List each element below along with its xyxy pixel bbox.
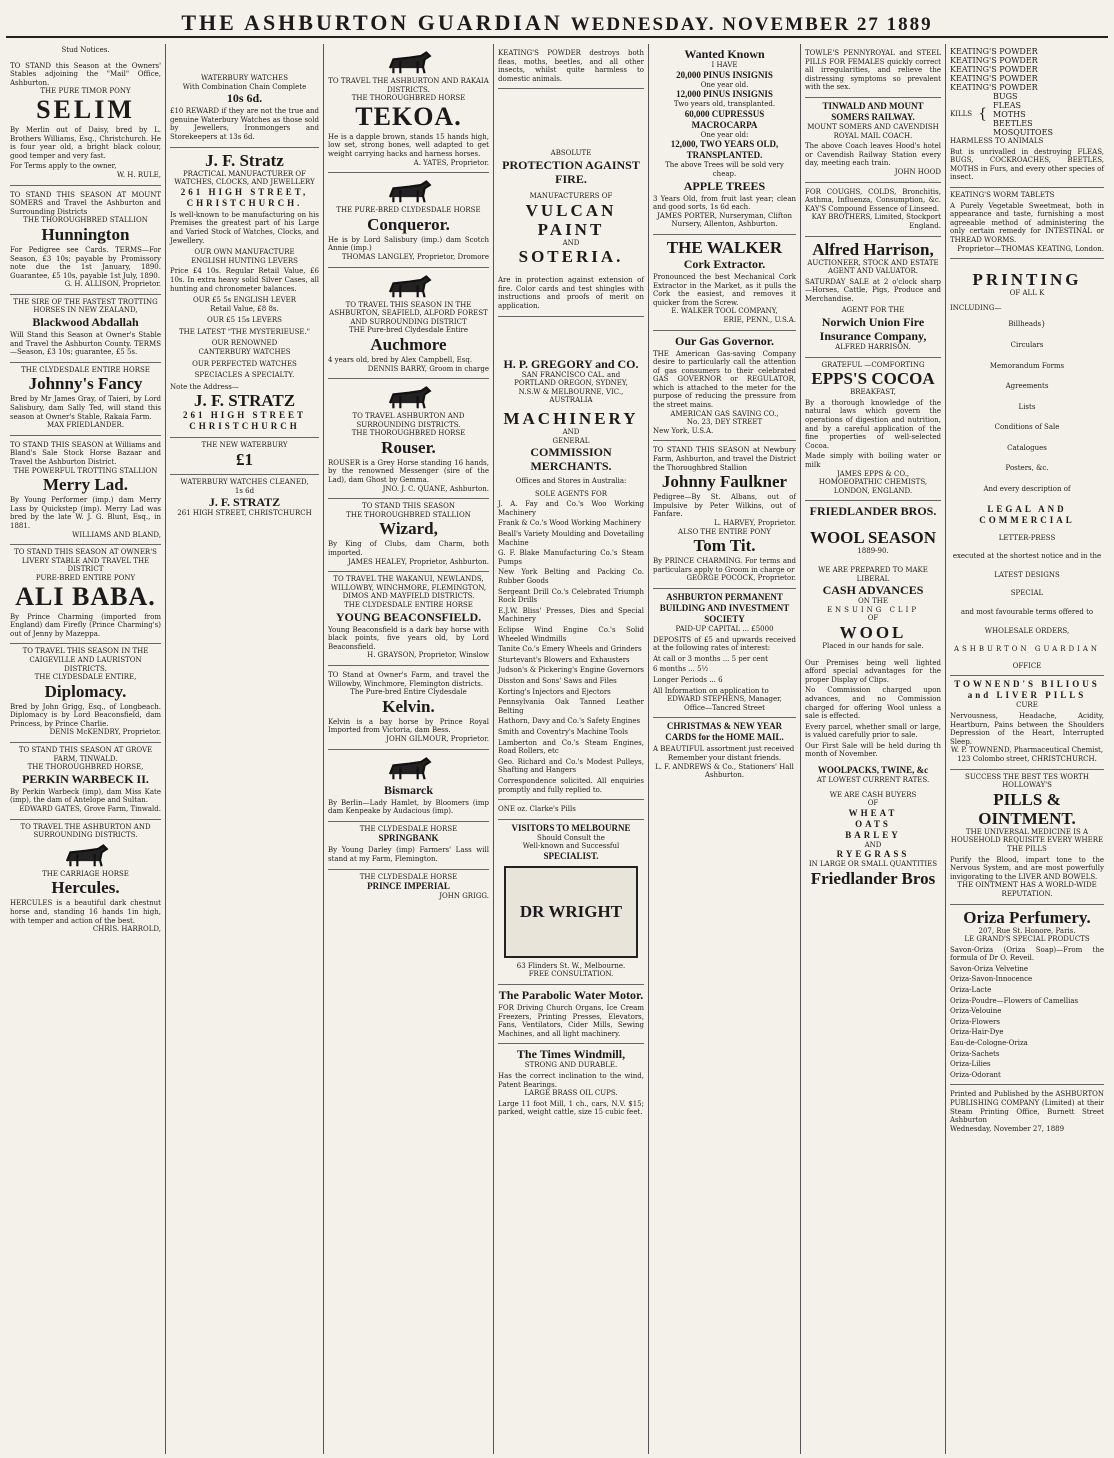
horse-illustration [328, 49, 489, 75]
ad-epps-cocoa: GRATEFUL —COMFORTING EPPS'S COCOA BREAKFAST, By a thorough knowledge of the natural laws which govern the operations of digestion and nutrition, and by a careful application of the fine properties of well-selected Cocoa. Made simply with boiling water or milk JAMES EPPS & CO., HOMOEOPATHIC CHEMISTS, LONDON, ENGLAND. [805, 358, 941, 502]
ad-johnnys-fancy: THE CLYDESDALE ENTIRE HORSE Johnny's Fancy Bred by Mr James Gray, of Taieri, by Lord Salisbury, dam Sally Ted, will stand this season at Owner's Stable, Rakaia Farm. MAX FRIEDLANDER. [10, 363, 161, 436]
imprint: Printed and Published by the ASHBURTON PUBLISHING COMPANY (Limited) at their Steam Printing Office, Burnett Street Ashburton Wednesday, November 27, 1889 [950, 1090, 1105, 1133]
ad-alfred-harrison: Alfred Harrison, AUCTIONEER, STOCK AND ESTATE AGENT AND VALUATOR. SATURDAY SALE at 2 o'clock sharp —Horses, Cattle, Pigs, Produce and Merchandise. AGENT FOR THE Norwich Union Fire Insurance Company, ALFRED HARRISON. [805, 237, 941, 358]
ad-keatings: KEATING'S POWDER destroys both fleas, moths, beetles, and all other insects, whilst quite harmless to domestic animals. [498, 44, 644, 89]
ad-selim: TO STAND this Season at the Owners' Stables adjoining the "Mail" Office, Ashburton. THE PURE TIMOR PONY SELIM By Merlin out of Daisy, bred by L. Brothers Williams, Esq., Christchurch. He is four year old, a bright black colour, good temper and very fast. For Terms apply to the owner, W. H. RULE, [10, 57, 161, 186]
stud-notices-heading: Stud Notices. [61, 46, 110, 54]
ad-gregory: H. P. GREGORY and CO. SAN FRANCISCO CAL. and PORTLAND OREGON, SYDNEY, N.S.W & MELBOURNE, VIC., AUSTRALIA MACHINERY AND GENERAL COMMISSION MERCHANTS. Offices and Stores in Australia: SOLE AGENTS FOR J. A. Fay and Co.'s Woo Working Machinery Frank & Co.'s Wood Working Machinery Beall's Variety Moulding and Dovetailing Machine G. F. Blake Manufacturing Co.'s Steam Pumps New York Belting and Packing Co. Rubber Goods Sergeant Drill Co.'s Celebrated Triumph Rock Drills E.J.W. Bliss' Presses, Dies and Special Machinery Eclipse Wind Engine Co.'s Solid Wheeled Windmills Tanite Co.'s Emery Wheels and Grinders Sturtevant's Blowers and Exhausters Judson's & Pickering's Engine Governors Disston and Sons' Saws and Files Korting's Injectors and Ejectors Pennsylvania Oak Tanned Leather Belting Hathorn, Davy and Co.'s Safety Engines Smith and Coventry's Machine Tools Lamberton and Co.'s Steam Engines, Road Rollers, etc Geo. Richard and Co.'s Modest Pulleys, Shafting and Hangers Correspondence solicited. All enquiries promptly and fully replied to. [498, 317, 644, 801]
ad-trees: Wanted Known I HAVE 20,000 PINUS INSIGNIS One year old. 12,000 PINUS INSIGNIS Two years old, transplanted. 60,000 CUPRESSUS MACROCARPA One year old: 12,000, TWO YEARS OLD, TRANSPLANTED. The above Trees will be sold very cheap. APPLE TREES 3 Years Old, from fruit last year; clean and good sorts, 1s 6d each. JAMES PORTER, Nurseryman, Clifton Nursery, Allenton, Ashburton. [653, 44, 796, 235]
ad-building-society: ASHBURTON PERMANENT BUILDING AND INVESTMENT SOCIETY PAID-UP CAPITAL ... £5000 DEPOSITS of £5 and upwards received at the following rates of interest: At call or 3 months ... 5 per cent 6 months ... 5½ Longer Periods ... 6 All Information on application to EDWARD STEPHENS, Manager, Office—Tancred Street [653, 589, 796, 718]
column-3 [324, 44, 494, 1454]
ad-hercules: TO TRAVEL THE ASHBURTON AND SURROUNDING DISTRICTS. THE CARRIAGE HORSE Hercules. HERCULES is a beautiful dark chestnut horse and, standing 16 hands 1in high, with temper and action of the best. CHRIS. HARROLD, [10, 822, 161, 934]
column-5 [649, 44, 801, 1454]
ad-diplomacy: TO TRAVEL THIS SEASON IN THE CAIGEVILLE AND LAURISTON DISTRICTS. THE CLYDESDALE ENTIRE, Diplomacy. Bred by John Grigg, Esq., of Longbeach. Diplomacy is by Lord Beaconsfield, dam Princess, by Prince Charlie. DENIS McKENDRY, Proprietor. [10, 644, 161, 743]
ad-new-waterbury: THE NEW WATERBURY £1 [170, 438, 319, 475]
ad-auchmore: TO TRAVEL THIS SEASON IN THE ASHBURTON, SEAFIELD, ALFORD FOREST AND SURROUNDING DISTRICT THE Pure-bred Clydesdale Entire Auchmore 4 years old, bred by Alex Campbell, Esq. DENNIS BARRY, Groom in charge [328, 268, 489, 380]
ad-oriza: Oriza Perfumery. 207, Rue St. Honore, Paris. LE GRAND'S SPECIAL PRODUCTS Savon-Oriza (Oriza Soap)—From the formula of Dr O. Reveil. Savon-Oriza Velvetine Oriza-Savon-Innocence Oriza-Lacte Oriza-Poudre—Flowers of Camellias Oriza-Velouine Oriza-Flowers Oriza-Hair-Dye Eau-de-Cologne-Oriza Oriza-Sachets Oriza-Lilies Oriza-Odorant [950, 905, 1104, 1086]
ad-printing: PRINTING OF ALL K INCLUDING— Billheads} Circulars Memorandum Forms Agreements Lists Conditions of Sale Catalogues Posters, &c. And every description of LEGAL AND COMMERCIAL LETTER-PRESS executed at the shortest notice and in the LATEST DESIGNS SPECIAL and most favourable terms offered to WHOLESALE ORDERS, ASHBURTON GUARDIAN OFFICE [950, 259, 1104, 676]
masthead-title: THE ASHBURTON GUARDIAN [181, 10, 563, 35]
ad-times-windmill: The Times Windmill, STRONG AND DURABLE. Has the correct inclination to the wind, Patent Bearings. LARGE BRASS OIL CUPS. Large 11 foot Mill, 1 ch., cars, N.V. $15; parked, weight cattle, size 15 cubic feet. [498, 1047, 644, 1117]
ad-tekoa: TO TRAVEL THE ASHBURTON AND RAKAIA DISTRICTS. THE THOROUGHBRED HORSE TEKOA. He is a dapple brown, stands 15 hands high, low set, strong bones, well adapted to get weight carrying hacks and harness horses. A. YATES, Proprietor. [328, 44, 489, 173]
ad-ali-baba: TO STAND THIS SEASON AT OWNER'S LIVERY STABLE AND TRAVEL THE DISTRICT PURE-BRED ENTIRE PONY ALI BABA. By Prince Charming (imported from England) dam Firefly (Prince Charming's) out of Jenny by Mazeppa. [10, 545, 161, 644]
ad-prince-imperial: THE CLYDESDALE HORSE PRINCE IMPERIAL JOHN GRIGG. [359, 872, 489, 901]
horse-illustration [328, 178, 489, 204]
ad-waterbury: WATERBURY WATCHES With Combination Chain Complete 10s 6d. £10 REWARD if they are not the true and genuine Waterbury Watches as those sold by Jewellers, Ironmongers and Storekeepers at 13s 6d. [170, 44, 319, 148]
ad-stratz: J. F. Stratz PRACTICAL MANUFACTURER OF WATCHES, CLOCKS, AND JEWELLERY 261 HIGH STREET, CHRISTCHURCH. Is well-known to be manufacturing on his Premises the greatest part of his Large and Varied Stock of Watches, Clocks, and Jewellery. OUR OWN MANUFACTURE ENGLISH HUNTING LEVERS Price £4 10s. Regular Retail Value, £6 10s. In extra heavy solid Silver Cases, all hunting and chronometer balances. OUR £5 5s ENGLISH LEVER Retail Value, £8 8s. OUR £5 15s LEVERS THE LATEST "THE MYSTERIEUSE." OUR RENOWNED CANTERBURY WATCHES OUR PERFECTED WATCHES SPECIACLES A SPECIALTY. Note the Address— J. F. STRATZ 261 HIGH STREET CHRISTCHURCH [170, 148, 319, 439]
ad-holloway: SUCCESS THE BEST TES WORTH HOLLOWAY'S PILLS & OINTMENT. THE UNIVERSAL MEDICINE IS A HOUSEHOLD REQUISITE EVERY WHERE THE PILLS Purify the Blood, impart tone to the Nervous System, and are most powerfully invigorating to the LIVER AND BOWELS. THE OINTMENT HAS A WORLD-WIDE REPUTATION. [950, 770, 1104, 905]
ad-friedlander: FRIEDLANDER BROS. WOOL SEASON 1889-90. WE ARE PREPARED TO MAKE LIBERAL CASH ADVANCES ON THE ENSUING CLIP OF WOOL Placed in our hands for sale. Our Premises being well lighted afford special advantages for the proper Display of Clips. No Commission charged upon advances, and no Commission charged for offering Wool unless a sale is effected. Every parcel, whether small or large, is valued carefully prior to sale. Our First Sale will be held during th month of November. WOOLPACKS, TWINE, &c AT LOWEST CURRENT RATES. WE ARE CASH BUYERS OF WHEAT OATS BARLEY AND RYEGRASS IN LARGE OR SMALL QUANTITIES Friedlander Bros [805, 504, 941, 889]
horse-illustration [328, 273, 489, 299]
masthead [6, 4, 1108, 38]
horse-illustration [328, 384, 489, 410]
column-4 [494, 44, 649, 1454]
column-7 [946, 44, 1108, 1454]
ad-kays: FOR COUGHS, COLDS, Bronchitis, Asthma, Influenza, Consumption, &c. KAY'S Compound Essence of Linseed. KAY BROTHERS, Limited, Stockport England. [805, 183, 941, 237]
ad-towle: TOWLE'S PENNYROYAL and STEEL PILLS FOR FEMALES quickly correct all irregularities, and relieve the distressing symptoms so prevalent with the sex. [805, 44, 941, 98]
ad-perkin-warbeck: TO STAND THIS SEASON AT GROVE FARM, TINWALD. THE THOROUGHBRED HORSE, PERKIN WARBECK II. By Perkin Warbeck (imp), dam Miss Kate (imp), the dam of Antelope and Sultan. EDWARD GATES, Grove Farm, Tinwald. [10, 743, 161, 820]
ad-gas-governor: Our Gas Governor. THE American Gas-saving Company desire to particularly call the attention of gas consumers to their celebrated GAS GOVERNOR or REGULATOR, which is attached to the meter for the purpose of reducing the pressure from the street mains. AMERICAN GAS SAVING CO., No. 23, DEY STREET New York, U.S.A. [653, 331, 796, 442]
ad-keatings-powder: KEATING'S POWDER KEATING'S POWDER KEATING'S POWDER KEATING'S POWDER KEATING'S POWDER KILLS { BUGS FLEAS MOTHS BEETLES MOSQUITOES HARMLESS TO ANIMALS But is unrivalled in destroying FLEAS, BUGS, COCKROACHES, BEETLES, MOTHS in Furs, and every other species of insect. [950, 44, 1104, 188]
ad-blackwood: THE SIRE OF THE FASTEST TROTTING HORSES IN NEW ZEALAND, Blackwood Abdallah Will Stand this Season at Owner's Stable and Travel the Ashburton County. TERMS—Season, £3 10s; guarantee, £5 5s. [10, 295, 161, 363]
ad-cleaning: WATERBURY WATCHES CLEANED, 1s 6d J. F. STRATZ 261 HIGH STREET, CHRISTCHURCH [177, 478, 312, 518]
ad-christmas-cards: CHRISTMAS & NEW YEAR CARDS for the HOME MAIL. A BEAUTIFUL assortment just received Remember your distant friends. L. F. ANDREWS & Co., Stationers' Hall Ashburton. [653, 721, 795, 780]
column-2 [166, 44, 324, 1454]
ad-merry-lad: TO STAND THIS SEASON at Williams and Bland's Sale Stock Horse Bazaar and Travel the Ashburton District. THE POWERFUL TROTTING STALLION Merry Lad. By Young Performer (imp.) dam Merry Lass by Quickstep (imp). Merry Lad was bred by the late W. J. G. Blunt, Esq., in 1881. WILLIAMS AND BLAND, [10, 436, 161, 545]
newspaper-page [6, 4, 1108, 1454]
selim-name: SELIM [36, 94, 135, 124]
ad-kelvin: TO Stand at Owner's Farm, and travel the Willowby, Winchmore, Flemington districts. The Pure-bred Entire Clydesdale Kelvin. Kelvin is a bay horse by Prince Royal Imported from Victoria, dam Bess. JOHN GILMOUR, Proprietor. [328, 666, 489, 750]
ad-johnny-faulkner: TO STAND THIS SEASON at Newbury Farm, Ashburton, and travel the District the Thoroughbred Stallion Johnny Faulkner Pedigree—By St. Albans, out of Impulsive by Peter Wilkins, out of Fanfare. L. HARVEY, Proprietor. ALSO THE ENTIRE PONY Tom Tit. By PRINCE CHARMING. For terms and particulars apply to Groom in charge or GEORGE POCOCK, Proprietor. [653, 441, 796, 589]
ad-townend: TOWNEND'S BILIOUS and LIVER PILLS CURE Nervousness, Headache, Acidity, Heartburn, Pains between the Shoulders Depression of the Heart, Interrupted Sleep. W. P. TOWNEND, Pharmaceutical Chemist, 123 Colombo street, CHRISTCHURCH. [950, 676, 1104, 769]
ad-parabolic: The Parabolic Water Motor. FOR Driving Church Organs, Ice Cream Freezers, Printing Presses, Elevators, Fans, Ventilators, Cider Mills, Sewing Machines, and all light machinery. [498, 985, 644, 1044]
column-6 [801, 44, 946, 1454]
agent-list: J. A. Fay and Co.'s Woo Working Machinery Frank & Co.'s Wood Working Machinery Beall's Variety Moulding and Dovetailing Machine G. F. Blake Manufacturing Co.'s Steam Pumps New York Belting and Packing Co. Rubber Goods Sergeant Drill Co.'s Celebrated Triumph Rock Drills E.J.W. Bliss' Presses, Dies and Special Machinery Eclipse Wind Engine Co.'s Solid Wheeled Windmills Tanite Co.'s Emery Wheels and Grinders Sturtevant's Blowers and Exhausters Judson's & Pickering's Engine Governors Disston and Sons' Saws and Files Korting's Injectors and Ejectors Pennsylvania Oak Tanned Leather Belting Hathorn, Davy and Co.'s Safety Engines Smith and Coventry's Machine Tools Lamberton and Co.'s Steam Engines, Road Rollers, etc Geo. Richard and Co.'s Modest Pulleys, Shafting and Hangers [498, 500, 645, 775]
ad-specialist: VISITORS TO MELBOURNE Should Consult the Well-known and Successful SPECIALIST. DR WRIGHT 63 Flinders St. W., Melbourne. FREE CONSULTATION. [498, 820, 644, 985]
ad-coach: TINWALD AND MOUNT SOMERS RAILWAY. MOUNT SOMERS AND CAVENDISH ROYAL MAIL COACH. The above Coach leaves Hood's hotel or Cavendish Railway Station every day, meeting each train. JOHN HOOD [805, 98, 941, 183]
keatings-stack: KEATING'S POWDER KEATING'S POWDER KEATING'S POWDER KEATING'S POWDER KEATING'S POWDER [950, 47, 1038, 92]
ad-worm-tablets: KEATING'S WORM TABLETS A Purely Vegetable Sweetmeat, both in appearance and taste, furnishing a most agreeable method of administering the only certain remedy for INTESTINAL or THREAD WORMS. Proprietor—THOMAS KEATING, London. [950, 188, 1104, 259]
horse-illustration [10, 842, 161, 868]
ad-young-beaconsfield: TO TRAVEL THE WAKANUI, NEWLANDS, WILLOWBY, WINCHMORE, FLEMINGTON, DIMOS AND MAYFIELD DISTRICTS. THE CLYDESDALE ENTIRE HORSE YOUNG BEACONSFIELD. Young Beaconsfield is a dark bay horse with black points, five years old, by Lord Beaconsfield. H. GRAYSON, Proprietor, Winslow [328, 572, 489, 666]
ad-wizard: TO STAND THIS SEASON THE THOROUGHBRED STALLION Wizard, By King of Clubs, dam Charm, both imported. JAMES HEALEY, Proprietor, Ashburton. [328, 499, 489, 572]
ad-rouser: TO TRAVEL ASHBURTON AND SURROUNDING DISTRICTS. THE THOROUGHBRED HORSE Rouser. ROUSER is a Grey Horse standing 16 hands, by the renowned Messenger (sire of the Lad), dam Ghost by Gemma. JNO. J. C. QUANE, Ashburton. [328, 379, 489, 499]
ad-vulcan-paint: ABSOLUTE PROTECTION AGAINST FIRE. MANUFACTURERS OF VULCAN PAINT AND SOTERIA. Are in protection against extension of fire. Color cards and test shingles with instructions and proofs of merit on application. [498, 89, 644, 316]
dr-wright-sign-illustration: DR WRIGHT [504, 866, 638, 958]
ad-springbank: THE CLYDESDALE HORSE SPRINGBANK By Young Darley (imp) Farmers' Lass will stand at my Farm, Flemington. [328, 822, 489, 870]
ad-bismarck: Bismarck By Berlin—Lady Hamlet, by Bloomers (imp dam Kenpeake by Audacious (imp). [328, 750, 489, 822]
ad-walker-cork: THE WALKER Cork Extractor. Pronounced the best Mechanical Cork Extractor in the Market, as it pulls the Cork the easiest, and removes it quicker from the Screw. E. WALKER TOOL COMPANY, ERIE, PENN., U.S.A. [653, 235, 796, 331]
masthead-date: WEDNESDAY. NOVEMBER 27 1889 [570, 14, 933, 35]
ad-conqueror: THE PURE-BRED CLYDESDALE HORSE Conqueror. He is by Lord Salisbury (imp.) dam Scotch Annie (imp.) THOMAS LANGLEY, Proprietor, Dromore [328, 173, 489, 267]
ad-hunnington: TO STAND THIS SEASON AT MOUNT SOMERS and Travel the Ashburton and Surrounding Districts THE THOROUGHBRED STALLION Hunnington For Pedigree see Cards. TERMS—For Season, £3 10s; payable by Promissory note due the 1st January, 1890. Guarantee, £5 10s, payable 1st July, 1890. G. H. ALLISON, Proprietor. [10, 186, 161, 295]
ad-clarkes: ONE oz. Clarke's Pills [498, 800, 644, 820]
column-1 [6, 44, 166, 1454]
brace-glyph: { [978, 106, 988, 123]
horse-illustration [328, 755, 489, 781]
